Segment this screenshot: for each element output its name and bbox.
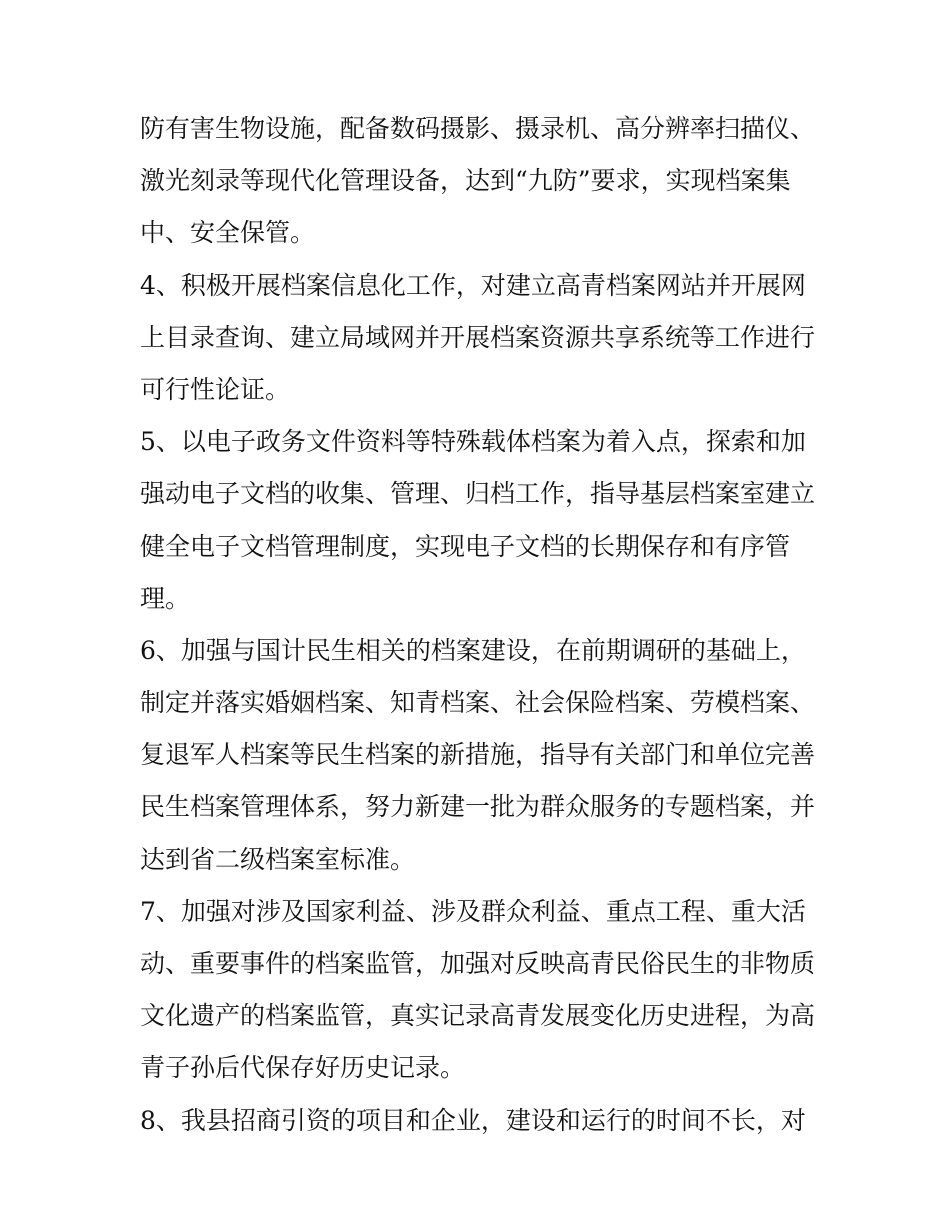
text-line: 强动电子文档的收集、管理、归档工作，指导基层档案室建立 <box>140 479 816 509</box>
text-line: 健全电子文档管理制度，实现电子文档的长期保存和有序管 <box>140 531 791 561</box>
text-line: 文化遗产的档案监管，真实记录高青发展变化历史进程，为高 <box>140 1001 816 1031</box>
text-line: 4、积极开展档案信息化工作，对建立高青档案网站并开展网 <box>140 270 806 300</box>
text-line: 7、加强对涉及国家利益、涉及群众利益、重点工程、重大活 <box>140 896 806 926</box>
text-line: 动、重要事件的档案监管，加强对反映高青民俗民生的非物质 <box>140 949 816 978</box>
text-line: 6、加强与国计民生相关的档案建设，在前期调研的基础上， <box>140 635 806 665</box>
document-body <box>140 103 820 1147</box>
text-line: 5、以电子政务文件资料等特殊载体档案为着入点，探索和加 <box>140 427 806 457</box>
text-line: 上目录查询、建立局域网并开展档案资源共享系统等工作进行 <box>140 322 816 352</box>
text-line: 激光刻录等现代化管理设备，达到“九防”要求，实现档案集 <box>140 166 791 196</box>
text-line: 制定并落实婚姻档案、知青档案、社会保险档案、劳模档案、 <box>140 688 816 718</box>
text-line: 防有害生物设施，配备数码摄影、摄录机、高分辨率扫描仪、 <box>140 114 816 143</box>
text-line: 中、安全保管。 <box>140 218 316 248</box>
text-line: 民生档案管理体系，努力新建一批为群众服务的专题档案，并 <box>140 792 816 822</box>
text-line: 复退军人档案等民生档案的新措施，指导有关部门和单位完善 <box>140 740 816 770</box>
text-line: 8、我县招商引资的项目和企业，建设和运行的时间不长，对 <box>140 1105 806 1135</box>
text-line: 青子孙后代保存好历史记录。 <box>140 1053 466 1083</box>
text-line: 可行性论证。 <box>140 374 291 404</box>
text-line: 达到省二级档案室标准。 <box>140 844 416 874</box>
text-line: 理。 <box>140 583 191 613</box>
